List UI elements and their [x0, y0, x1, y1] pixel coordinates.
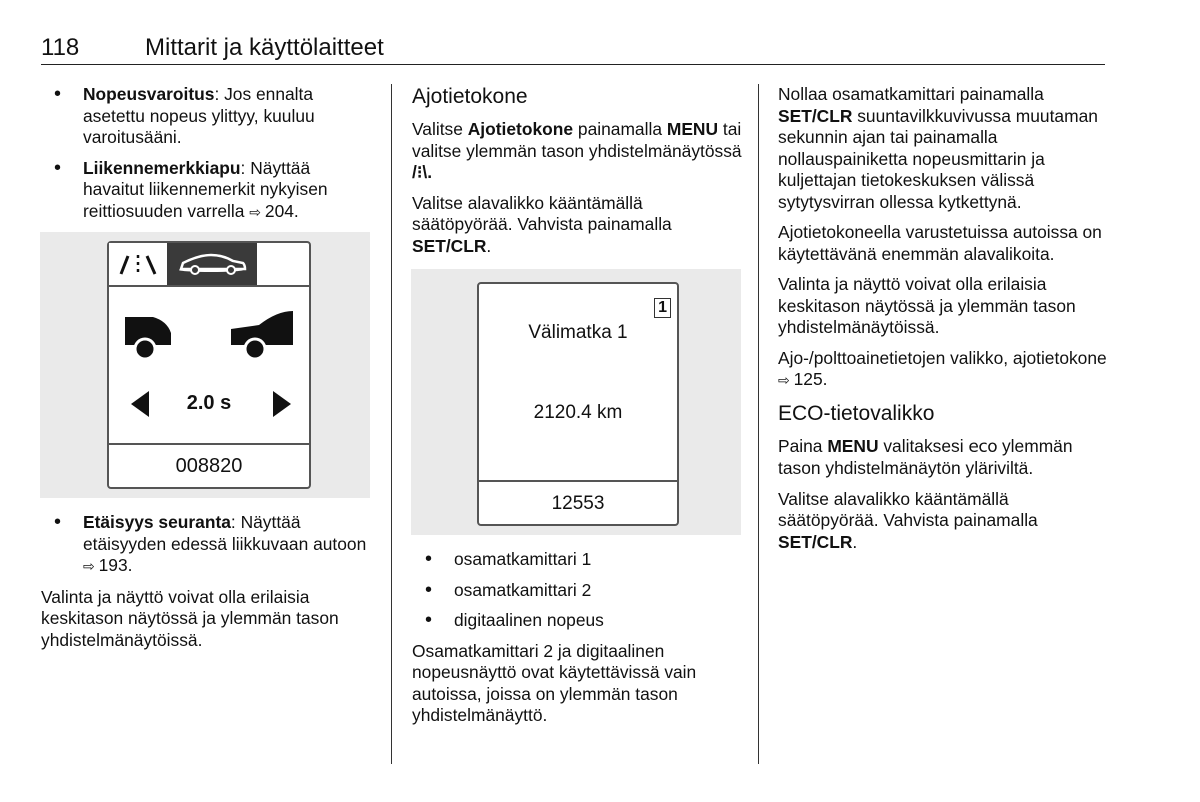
- list-item: • digitaalinen nopeus: [412, 610, 744, 632]
- term: Nopeusvaroitus: [83, 84, 215, 104]
- display-panel: [477, 282, 679, 526]
- paragraph: Osamatkamittari 2 ja digitaalinen nopeusnäyttö ovat käytettävissä vain autoissa, joissa on ylemmän tason yhdistelmänäyttö.: [412, 640, 697, 725]
- trip-value: 2120.4 km: [533, 402, 623, 423]
- trip-display-figure: [411, 269, 741, 535]
- term: Etäisyys seuranta: [83, 512, 231, 532]
- description: : Näyttää etäisyyden edessä liikkuvaan autoon: [83, 512, 367, 554]
- odometer-value: 008820: [109, 443, 309, 487]
- odometer-value: 12553: [479, 480, 677, 526]
- feature-list: [41, 512, 371, 578]
- paragraph: Ajotietokoneella varustetuissa autoissa on käytettävänä enemmän alavalikoita.: [778, 222, 1102, 264]
- page-number: 118: [41, 34, 80, 61]
- column-3: [778, 84, 1110, 562]
- list-item: [41, 158, 371, 224]
- section-heading: Ajotietokone: [412, 85, 528, 108]
- car-side-icon: [167, 243, 257, 285]
- trip-options-list: [412, 549, 744, 632]
- term: Liikennemerkkiapu: [83, 157, 241, 178]
- page-reference: ⇨ 204.: [249, 201, 298, 221]
- page-reference: ⇨ 193.: [83, 555, 132, 575]
- paragraph: Ajo-/polttoainetietojen valikko, ajotietokone ⇨ 125.: [778, 348, 1110, 392]
- paragraph: Nollaa osamatkamittari painamalla SET/CLR suuntavilkkuvivussa muutaman sekunnin ajan tai painamalla nollauspainiketta nopeusmittarin ja kuljettajan tietokeskuksen välissä sytytysvirran ollessa kytkettynä.: [778, 84, 1098, 212]
- section-heading: ECO-tietovalikko: [778, 401, 935, 425]
- list-item: [41, 84, 371, 149]
- display-panel: [107, 241, 311, 489]
- lane-symbol: /⁝\.: [412, 162, 433, 182]
- paragraph: Paina MENU valitaksesi eco ylemmän tason yhdistelmänäytön yläriviltä.: [778, 435, 1073, 478]
- page-reference: ⇨ 125.: [778, 369, 827, 389]
- trip-index-badge: 1: [654, 298, 671, 318]
- description: : Jos ennalta asetettu nopeus ylittyy, kuuluu varoitusääni.: [83, 84, 315, 147]
- page-header: [41, 34, 1105, 65]
- distance-value: 2.0 s: [186, 392, 232, 414]
- paragraph: Valinta ja näyttö voivat olla erilaisia keskitason näytössä ja ylemmän tason yhdistelmänäytöissä.: [41, 586, 339, 650]
- lane-icon: [109, 243, 167, 285]
- list-item: [41, 512, 371, 578]
- column-divider: [391, 84, 392, 764]
- car-rear-icon: [109, 303, 309, 373]
- paragraph: Valitse alavalikko kääntämällä säätöpyörää. Vahvista painamalla SET/CLR.: [778, 488, 1038, 552]
- trip-label: Välimatka 1: [528, 322, 628, 343]
- list-item: • osamatkamittari 2: [412, 580, 744, 602]
- column-2: [412, 84, 744, 736]
- description: : Näyttää havaitut liikennemerkit nykyisen reittiosuuden varrella: [83, 157, 328, 221]
- display-tab-bar: [109, 243, 309, 287]
- eco-symbol: eco: [968, 436, 998, 457]
- paragraph: Valinta ja näyttö voivat olla erilaisia keskitason näytössä ja ylemmän tason yhdistelmänäytöissä.: [778, 274, 1076, 337]
- list-item: • osamatkamittari 1: [412, 549, 744, 571]
- page-title: Mittarit ja käyttölaitteet: [145, 34, 384, 61]
- distance-display-figure: [40, 232, 370, 498]
- column-1: [41, 84, 371, 660]
- paragraph: Valitse Ajotietokone painamalla MENU tai valitse ylemmän tason yhdistelmänäytössä /⁝\.: [412, 119, 742, 182]
- paragraph: Valitse alavalikko kääntämällä säätöpyörää. Vahvista painamalla SET/CLR.: [412, 192, 672, 256]
- column-divider: [758, 84, 759, 764]
- feature-list: [41, 84, 371, 223]
